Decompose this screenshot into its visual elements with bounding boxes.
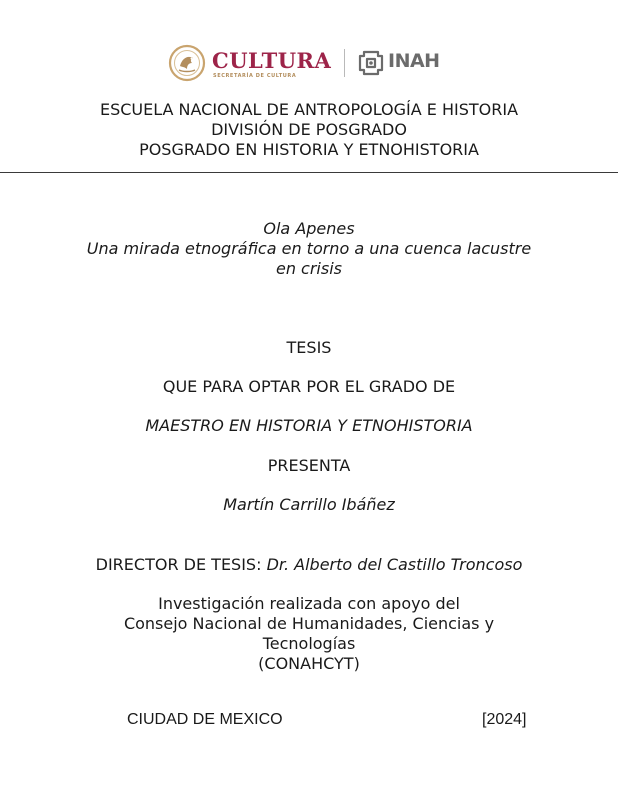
school-name: ESCUELA NACIONAL DE ANTROPOLOGÍA E HISTORIA: [99, 100, 519, 119]
cultura-logo: [168, 42, 338, 86]
logo-divider: [344, 49, 345, 77]
thesis-director: [0, 555, 618, 575]
degree-name: MAESTRO EN HISTORIA Y ETNOHISTORIA: [145, 416, 473, 435]
program-name: POSGRADO EN HISTORIA Y ETNOHISTORIA: [139, 140, 479, 159]
funding-line-4: (CONAHCYT): [258, 654, 360, 673]
title-line-3: en crisis: [275, 259, 342, 278]
national-seal-icon: [168, 44, 206, 82]
header-rule: [0, 172, 618, 173]
director-label: DIRECTOR DE TESIS:: [95, 555, 267, 574]
institution-header: [0, 100, 618, 160]
year-label: [2024]: [482, 711, 527, 728]
title-line-1: Ola Apenes: [263, 219, 355, 238]
division-name: DIVISIÓN DE POSGRADO: [211, 120, 407, 139]
work-title: [0, 219, 618, 279]
director-name: Dr. Alberto del Castillo Troncoso: [266, 555, 523, 574]
funding-note: [0, 594, 618, 674]
funding-line-3: Tecnologías: [262, 634, 356, 653]
inah-wordmark: INAH: [388, 50, 440, 72]
header-logos: [0, 40, 618, 88]
thesis-type: TESIS: [286, 338, 332, 357]
cultura-wordmark: CULTURA: [212, 48, 332, 73]
author-name: Martín Carrillo Ibáñez: [223, 495, 395, 514]
presents-label: PRESENTA: [267, 456, 351, 475]
funding-line-1: Investigación realizada con apoyo del: [158, 594, 460, 613]
city-label: CIUDAD DE MEXICO: [127, 711, 283, 728]
inah-logo: [356, 48, 446, 80]
cultura-subtitle: SECRETARÍA DE CULTURA: [213, 73, 297, 79]
degree-intro: QUE PARA OPTAR POR EL GRADO DE: [162, 377, 456, 396]
inah-glyph-icon: [356, 48, 386, 78]
funding-line-2: Consejo Nacional de Humanidades, Ciencias y: [123, 614, 495, 633]
title-line-2: Una mirada etnográfica en torno a una cuenca lacustre: [86, 239, 532, 258]
